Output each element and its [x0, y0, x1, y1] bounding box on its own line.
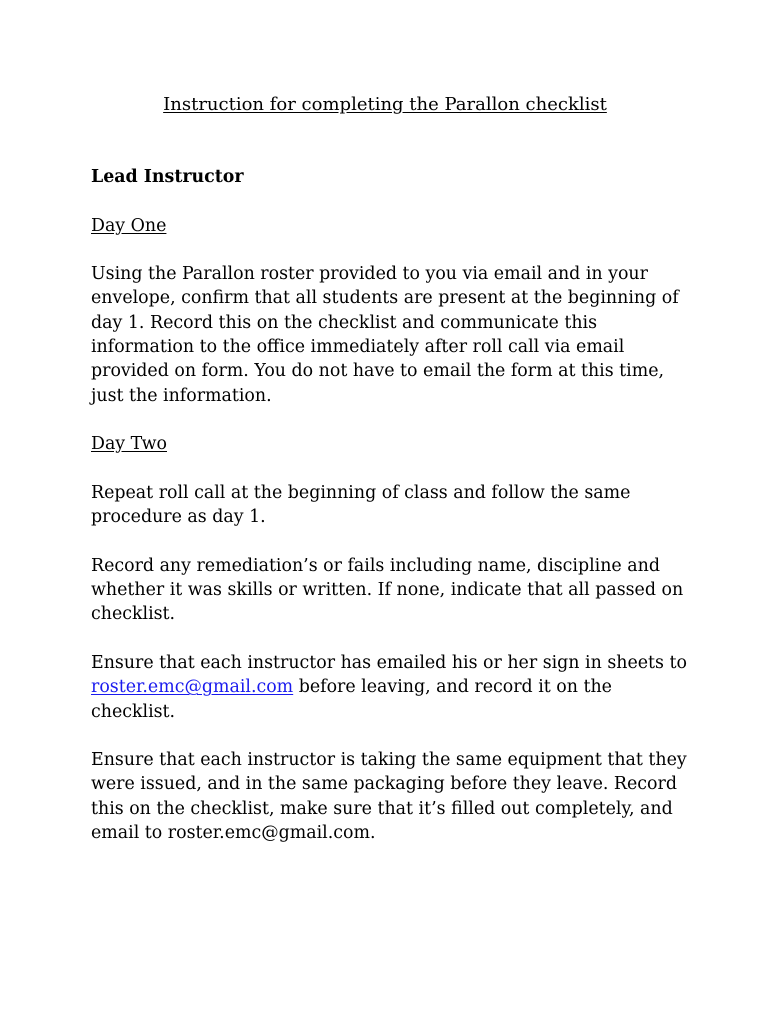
day-one-heading-text: Day One [91, 215, 167, 236]
email-link[interactable]: roster.emc@gmail.com [91, 677, 294, 698]
day-two-heading-text: Day Two [91, 434, 167, 455]
day-one-paragraph: Using the Parallon roster provided to you via email and in your envelope, confirm that all students are present at the beginning of day 1. Record this on the checklist and communicate this information to the office immediately after roll call via email provided on form. You do not have to email the form at this time, just the information. [91, 264, 679, 406]
sign-in-text-before: Ensure that each instructor has emailed his or her sign in sheets to [91, 652, 687, 673]
day-two-heading [91, 432, 691, 456]
day-two-paragraph-equipment: Ensure that each instructor is taking the same equipment that they were issued, and in the same packaging before they leave. Record this on the checklist, make sure that it’s filled out completely, and email to roster.emc@gmail.com. [91, 750, 687, 844]
day-two-paragraph-remediation: Record any remediation’s or fails including name, discipline and whether it was skills or written. If none, indicate that all passed on checklist. [91, 555, 684, 625]
day-two-paragraph-sign-in [91, 651, 691, 724]
day-two-paragraph-roll-call: Repeat roll call at the beginning of class and follow the same procedure as day 1. [91, 482, 631, 528]
role-heading: Lead Instructor [91, 167, 244, 187]
sign-in-text-after: before leaving, and record it on the checklist. [91, 677, 612, 722]
document-title: Instruction for completing the Parallon checklist [163, 94, 607, 115]
document-body [91, 165, 691, 870]
day-one-heading [91, 214, 691, 238]
